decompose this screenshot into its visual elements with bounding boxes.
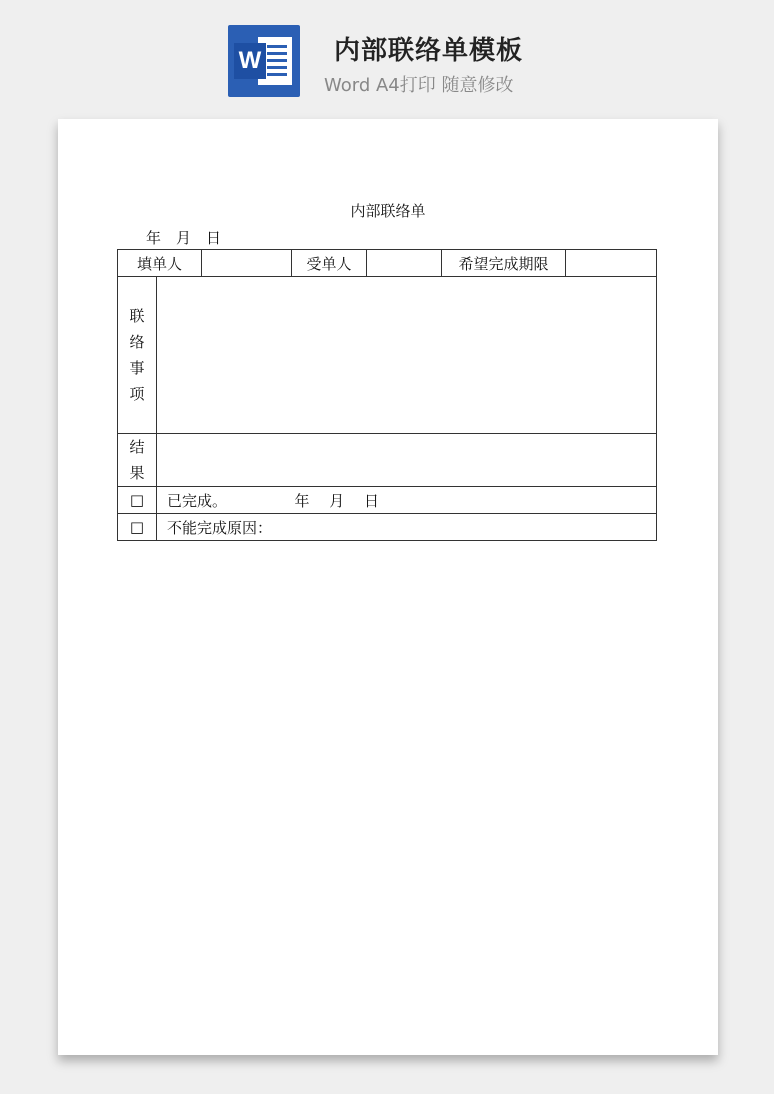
result-content-field[interactable] xyxy=(157,434,657,487)
completed-text: 已完成。 年 月 日 xyxy=(157,487,657,514)
table-row xyxy=(118,514,657,541)
matters-label-char: 事 xyxy=(129,359,145,377)
matters-content-field[interactable] xyxy=(157,277,657,434)
result-label-char: 结 xyxy=(129,438,145,456)
word-document-icon xyxy=(228,25,300,97)
page-title: 内部联络单模板 xyxy=(334,36,524,66)
result-label-char: 果 xyxy=(129,464,145,482)
liaison-form-table xyxy=(117,249,657,541)
receiver-value-field[interactable] xyxy=(367,250,442,277)
word-letter: W xyxy=(234,43,266,79)
result-label xyxy=(118,434,157,487)
document-title: 内部联络单 xyxy=(350,202,426,220)
table-row xyxy=(118,250,657,277)
table-row xyxy=(118,487,657,514)
date-line: 年 月 日 xyxy=(146,229,222,247)
completed-checkbox[interactable]: □ xyxy=(118,487,157,514)
table-row xyxy=(118,277,657,434)
deadline-label: 希望完成期限 xyxy=(442,250,566,277)
matters-label xyxy=(118,277,157,434)
page-subtitle: Word A4打印 随意修改 xyxy=(324,75,514,96)
receiver-label: 受单人 xyxy=(292,250,367,277)
matters-label-char: 联 xyxy=(129,307,145,325)
filler-value-field[interactable] xyxy=(202,250,292,277)
not-completed-reason-text: 不能完成原因： xyxy=(157,514,657,541)
matters-label-char: 络 xyxy=(129,333,145,351)
filler-label: 填单人 xyxy=(118,250,202,277)
not-completed-checkbox[interactable]: □ xyxy=(118,514,157,541)
matters-label-char: 项 xyxy=(129,385,145,403)
table-row xyxy=(118,434,657,487)
deadline-value-field[interactable] xyxy=(566,250,657,277)
